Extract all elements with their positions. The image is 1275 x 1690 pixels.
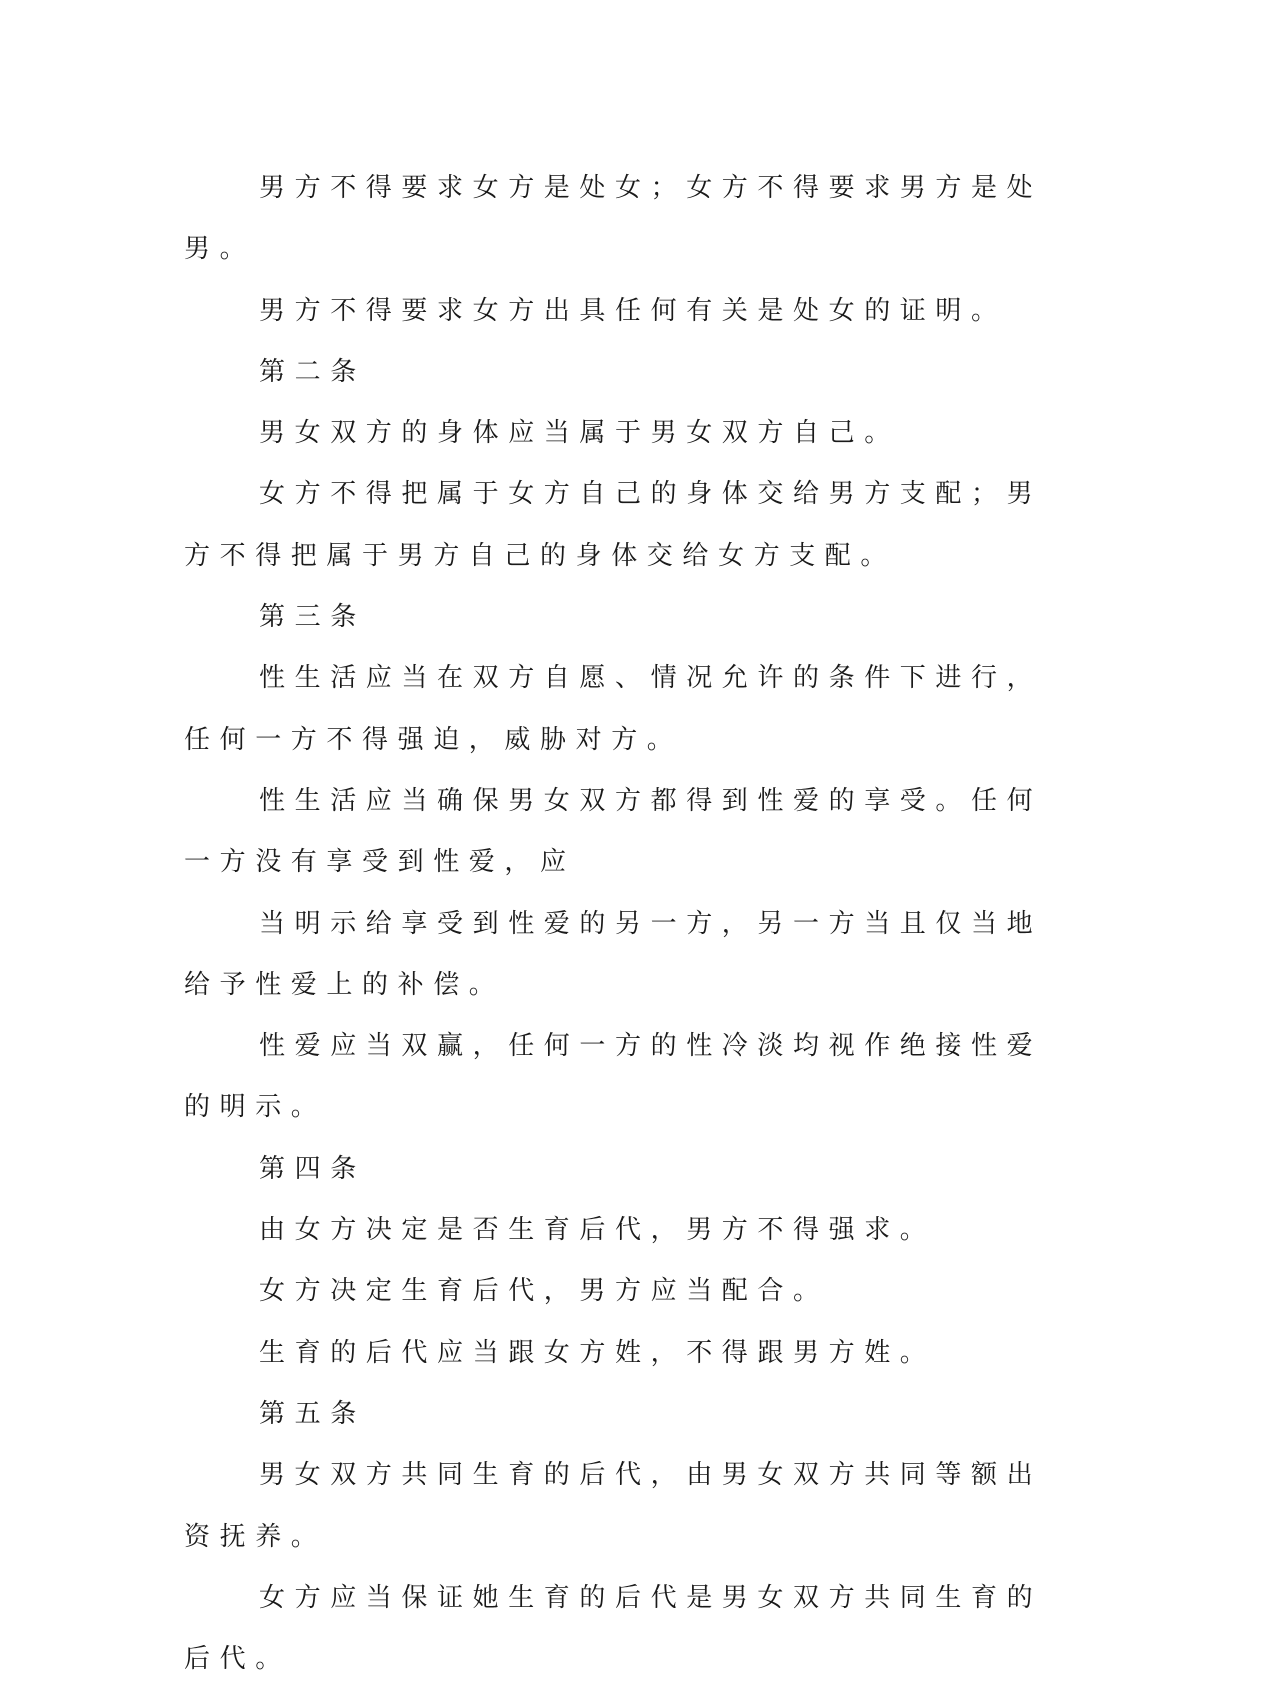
paragraph: 男女双方的身体应当属于男女双方自己。 bbox=[259, 418, 900, 449]
paragraph: 男女双方共同生育的后代，由男女双方共同等额出资抚养。 bbox=[184, 1460, 1043, 1552]
paragraph: 男方不得要求女方出具任何有关是处女的证明。 bbox=[259, 295, 1007, 326]
paragraph: 性爱应当双赢，任何一方的性冷淡均视作绝接性爱的明示。 bbox=[184, 1031, 1043, 1123]
paragraph: 女方决定生育后代，男方应当配合。 bbox=[259, 1276, 829, 1307]
paragraph: 由女方决定是否生育后代，男方不得强求。 bbox=[259, 1215, 936, 1246]
paragraph: 女方不得把属于女方自己的身体交给男方支配；男方不得把属于男方自己的身体交给女方支配。 bbox=[184, 479, 1043, 571]
paragraph: 当明示给享受到性爱的另一方，另一方当且仅当地给予性爱上的补偿。 bbox=[184, 908, 1043, 1000]
article-heading: 第三条 bbox=[259, 602, 366, 633]
paragraph: 男方不得要求女方是处女；女方不得要求男方是处男。 bbox=[184, 173, 1043, 265]
paragraph: 女方应当保证她生育的后代是男女双方共同生育的后代。 bbox=[184, 1582, 1043, 1675]
paragraph: 性生活应当确保男女双方都得到性爱的享受。任何一方没有享受到性爱，应 bbox=[184, 785, 1043, 878]
article-heading: 第四条 bbox=[259, 1153, 366, 1184]
paragraph: 生育的后代应当跟女方姓，不得跟男方姓。 bbox=[259, 1337, 936, 1368]
document-body bbox=[184, 158, 1044, 1690]
article-heading: 第二条 bbox=[259, 356, 366, 387]
article-heading: 第五条 bbox=[259, 1398, 366, 1429]
paragraph: 性生活应当在双方自愿、情况允许的条件下进行，任何一方不得强迫，威胁对方。 bbox=[184, 663, 1043, 755]
